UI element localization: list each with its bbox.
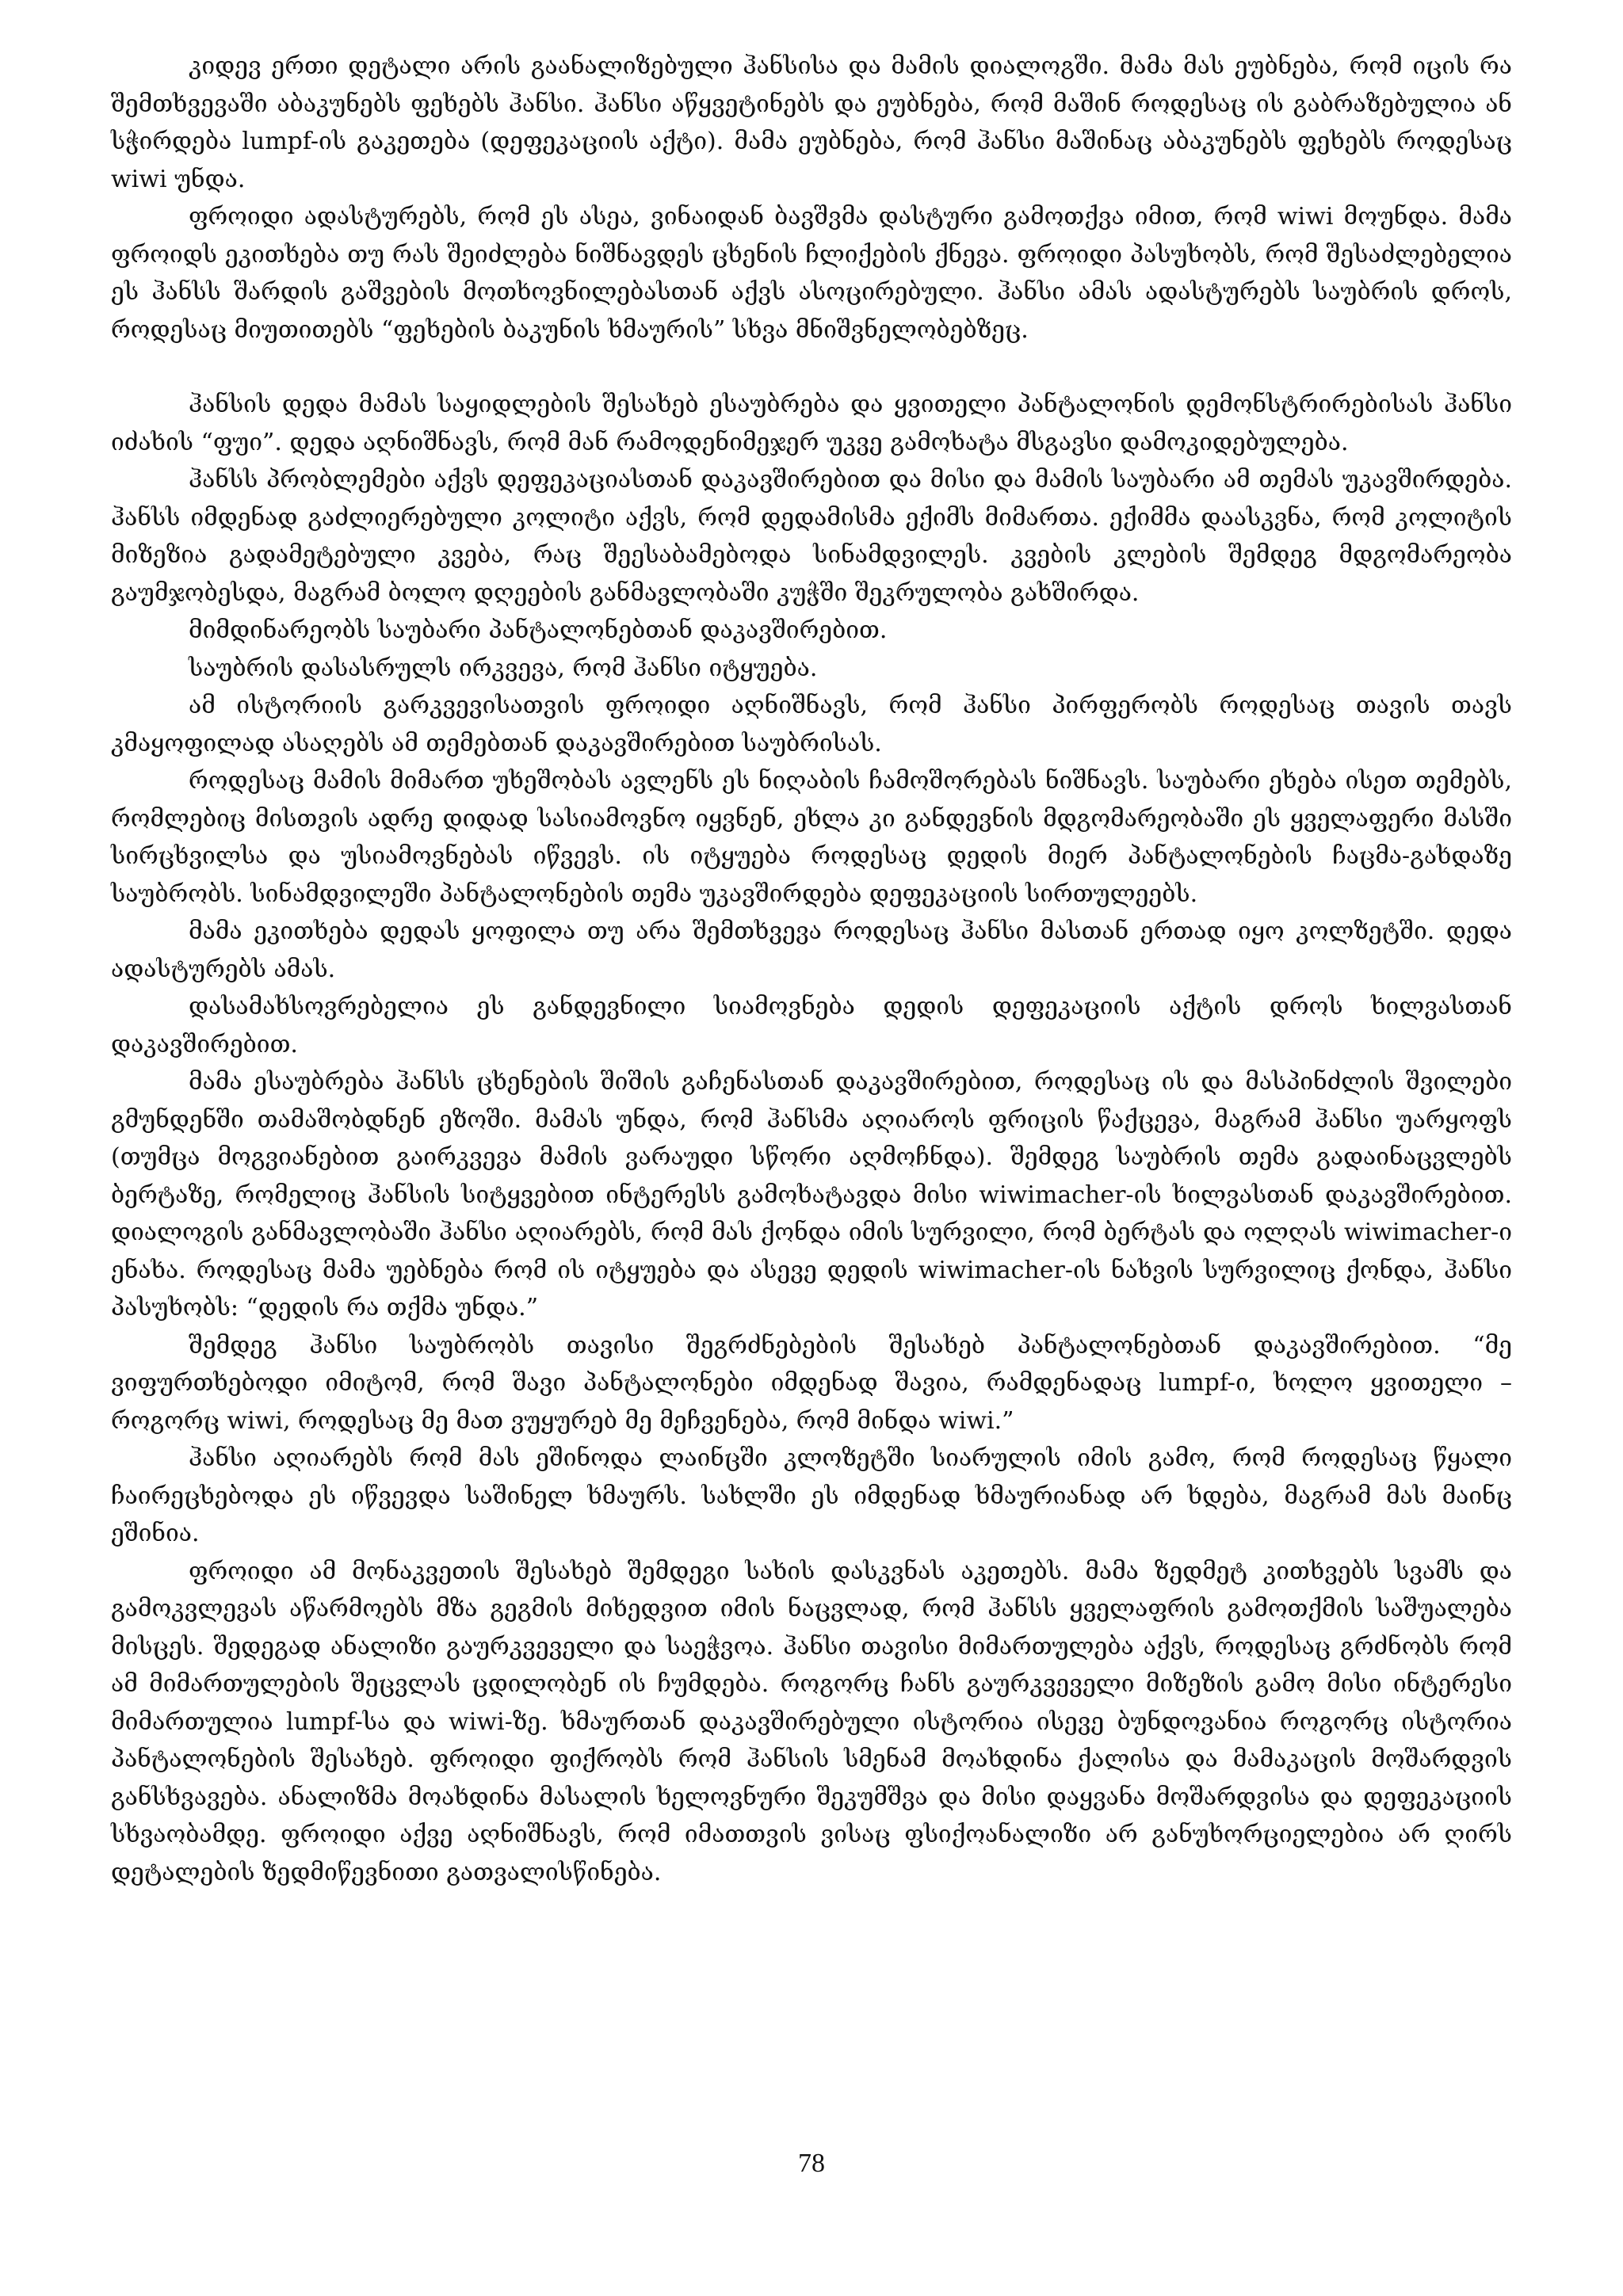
- paragraph: როდესაც მამის მიმართ უხეშობას ავლენს ეს ნიღაბის ჩამოშორებას ნიშნავს. საუბარი ეხება ისეთ თემებს, რომლებიც მისთვის ადრე დიდად სასიამოვნო იყვნენ, ეხლა კი განდევნის მდგომარეობაში ეს ყველაფერი მასში სირცხვილსა და უსიამოვნებას იწვევს. ის იტყუება როდესაც დედის მიერ პანტალონების ჩაცმა-გახდაზე საუბრობს. სინამდვილეში პანტალონების თემა უკავშირდება დეფეკაციის სირთულეებს.: [111, 767, 1512, 908]
- paragraph: ამ ისტორიის გარკვევისათვის ფროიდი აღნიშნავს, რომ ჰანსი პირფერობს როდესაც თავის თავს კმაყოფილად ასაღებს ამ თემებთან დაკავშირებით საუბრისას.: [111, 692, 1512, 757]
- paragraph: ჰანსს პრობლემები აქვს დეფეკაციასთან დაკავშირებით და მისი და მამის საუბარი ამ თემას უკავშირდება. ჰანსს იმდენად გაძლიერებული კოლიტი აქვს, რომ დედამისმა ექიმს მიმართა. ექიმმა დაასკვნა, რომ კოლიტის მიზეზია გადამეტებული კვება, რაც შეესაბამებოდა სინამდვილეს. კვების კლების შემდეგ მდგომარეობა გაუმჯობესდა, მაგრამ ბოლო დღეების განმავლობაში კუჭში შეკრულობა გახშირდა.: [111, 466, 1512, 607]
- paragraph: შემდეგ ჰანსი საუბრობს თავისი შეგრძნებების შესახებ პანტალონებთან დაკავშირებით. “მე ვიფურთხებოდი იმიტომ, რომ შავი პანტალონები იმდენად შავია, რამდენადაც lumpf-ი, ხოლო ყვითელი – როგორც wiwi, როდესაც მე მათ ვუყურებ მე მეჩვენება, რომ მინდა wiwi.”: [111, 1331, 1512, 1435]
- paragraph: ფროიდი ამ მონაკვეთის შესახებ შემდეგი სახის დასკვნას აკეთებს. მამა ზედმეტ კითხვებს სვამს და გამოკვლევას აწარმოებს მზა გეგმის მიხედვით იმის ნაცვლად, რომ ჰანსს ყველაფრის გამოთქმის საშუალება მისცეს. შედეგად ანალიზი გაურკვეველი და საეჭვოა. ჰანსი თავისი მიმართულება აქვს, როდესაც გრძნობს რომ ამ მიმართულების შეცვლას ცდილობენ ის ჩუმდება. როგორც ჩანს გაურკვეველი მიზეზის გამო მისი ინტერესი მიმართულია lumpf-სა და wiwi-ზე. ხმაურთან დაკავშირებული ისტორია ისევე ბუნდოვანია როგორც ისტორია პანტალონების შესახებ. ფროიდი ფიქრობს რომ ჰანსის სმენამ მოახდინა ქალისა და მამაკაცის მოშარდვის განსხვავება. ანალიზმა მოახდინა მასალის ხელოვნური შეკუმშვა და მისი დაყვანა მოშარდვისა და დეფეკაციის სხვაობამდე. ფროიდი აქვე აღნიშნავს, რომ იმათთვის ვისაც ფსიქოანალიზი არ განუხორციელებია არ ღირს დეტალების ზედმიწევნითი გათვალისწინება.: [111, 1557, 1512, 1886]
- paragraph: დასამახსოვრებელია ეს განდევნილი სიამოვნება დედის დეფეკაციის აქტის დროს ხილვასთან დაკავშირებით.: [111, 993, 1512, 1058]
- paragraph: კიდევ ერთი დეტალი არის გაანალიზებული ჰანსისა და მამის დიალოგში. მამა მას ეუბნება, რომ იცის რა შემთხვევაში აბაკუნებს ფეხებს ჰანსი. ჰანსი აწყვეტინებს და ეუბნება, რომ მაშინ როდესაც ის გაბრაზებულია ან სჭირდება lumpf-ის გაკეთება (დეფეკაციის აქტი). მამა ეუბნება, რომ ჰანსი მაშინაც აბაკუნებს ფეხებს როდესაც wiwi უნდა.: [111, 52, 1512, 193]
- page-number: 78: [798, 2149, 825, 2178]
- document-body: [111, 48, 1512, 1891]
- paragraph: მიმდინარეობს საუბარი პანტალონებთან დაკავშირებით.: [189, 616, 888, 644]
- paragraph: მამა ეკითხება დედას ყოფილა თუ არა შემთხვევა როდესაც ჰანსი მასთან ერთად იყო კოლზეტში. დედა ადასტურებს ამას.: [111, 917, 1512, 983]
- paragraph: ჰანსის დედა მამას საყიდლების შესახებ ესაუბრება და ყვითელი პანტალონის დემონსტრირებისას ჰანსი იძახის “ფუი”. დედა აღნიშნავს, რომ მან რამოდენიმეჯერ უკვე გამოხატა მსგავსი დამოკიდებულება.: [111, 391, 1512, 456]
- paragraph: მამა ესაუბრება ჰანსს ცხენების შიშის გაჩენასთან დაკავშირებით, როდესაც ის და მასპინძლის შვილები გმუნდენში თამაშობდნენ ეზოში. მამას უნდა, რომ ჰანსმა აღიაროს ფრიცის წაქცევა, მაგრამ ჰანსი უარყოფს (თუმცა მოგვიანებით გაირკვევა მამის ვარაუდი სწორი აღმოჩნდა). შემდეგ საუბრის თემა გადაინაცვლებს ბერტაზე, რომელიც ჰანსის სიტყვებით ინტერესს გამოხატავდა მისი wiwimacher-ის ხილვასთან დაკავშირებით. დიალოგის განმავლობაში ჰანსი აღიარებს, რომ მას ქონდა იმის სურვილი, რომ ბერტას და ოლღას wiwimacher-ი ენახა. როდესაც მამა უებნება რომ ის იტყუება და ასევე დედის wiwimacher-ის ნახვის სურვილიც ქონდა, ჰანსი პასუხობს: “დედის რა თქმა უნდა.”: [111, 1068, 1512, 1322]
- paragraph: ფროიდი ადასტურებს, რომ ეს ასეა, ვინაიდან ბავშვმა დასტური გამოთქვა იმით, რომ wiwi მოუნდა. მამა ფროიდს ეკითხება თუ რას შეიძლება ნიშნავდეს ცხენის ჩლიქების ქნევა. ფროიდი პასუხობს, რომ შესაძლებელია ეს ჰანსს შარდის გაშვების მოთხოვნილებასთან აქვს ასოცირებული. ჰანსი ამას ადასტურებს საუბრის დროს, როდესაც მიუთითებს “ფეხების ბაკუნის ხმაურის” სხვა მნიშვნელობებზეც.: [111, 203, 1512, 344]
- paragraph: ჰანსი აღიარებს რომ მას ეშინოდა ლაინცში კლოზეტში სიარულის იმის გამო, რომ როდესაც წყალი ჩაირეცხებოდა ეს იწვევდა საშინელ ხმაურს. სახლში ეს იმდენად ხმაურიანად არ ხდება, მაგრამ მას მაინც ეშინია.: [111, 1444, 1512, 1547]
- paragraph: საუბრის დასასრულს ირკვევა, რომ ჰანსი იტყუება.: [189, 654, 818, 682]
